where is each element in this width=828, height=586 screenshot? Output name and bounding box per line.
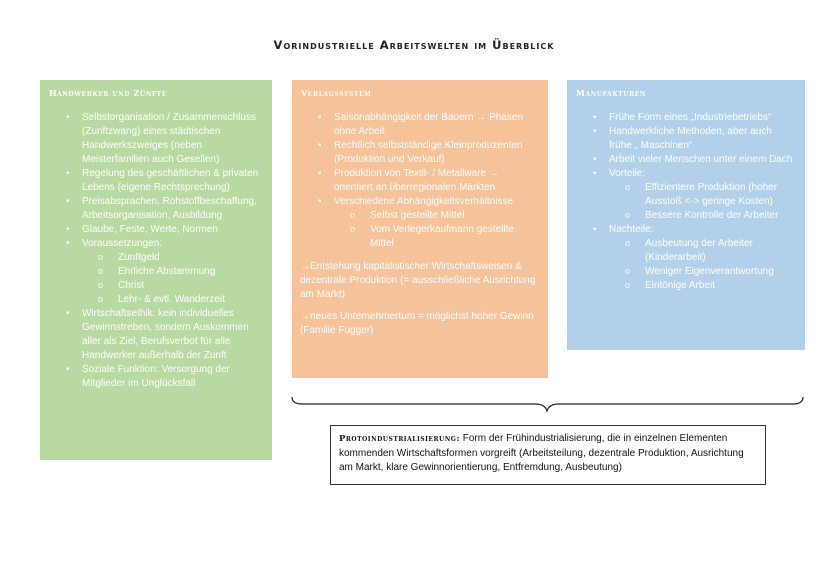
list-item: • Wirtschaftsethik: kein individuelles Gewinnstreben, sondern Auskommen aller als Ziel, Berufsverbot für alle Handwerker außerhalb der Zunft: [48, 307, 264, 363]
list-item: [575, 223, 797, 293]
list-item-label: Verschiedene Abhängigkeitsverhältnisse: [334, 196, 514, 207]
sublist-item: o Zunftgeld: [82, 251, 264, 265]
sublist-item: o Christ: [82, 279, 264, 293]
list-item: • Handwerkliche Methoden, aber auch frühe „ Maschinen“: [575, 125, 797, 153]
sublist-item: o Lehr- & evtl. Wanderzeit: [82, 293, 264, 307]
list-item: • Frühe Form eines „Industriebetriebs“: [575, 111, 797, 125]
list-item-label: Voraussetzungen:: [82, 238, 163, 249]
list-item: • Saisonabhängigkeit der Bauern → Phasen ohne Arbeit: [300, 111, 540, 139]
definition-text: Form der Frühindustrialisierung, die in einzelnen Elementen kommenden Wirtschaftsformen vorgreift (Arbeitsteilung, dezentrale Produktion, Ausrichtung am Markt, klare Gewinnorientierung, Entfremdung, Ausbeutung): [339, 433, 744, 473]
sublist-item: o Effizientere Produktion (hoher Ausstoß <-> geringe Kosten): [609, 181, 797, 209]
handwerker-list: [48, 111, 264, 391]
list-item-label: Vorteile:: [609, 168, 646, 179]
handwerker-heading: Handwerker und Zünfte: [49, 88, 167, 98]
verlag-paragraph-2: →neues Unternehmertum = möglichst hoher Gewinn (Familie Fugger): [300, 311, 534, 336]
manufaktur-list: [575, 111, 797, 293]
sublist-item: o Ausbeutung der Arbeiter (Kinderarbeit): [609, 237, 797, 265]
abhaengigkeit-sublist: [334, 209, 540, 251]
list-item: • Soziale Funktion: Versorgung der Mitglieder im Unglücksfall: [48, 363, 264, 391]
verlag-paragraph-1: →Entstehung kapitalistischer Wirtschaftsweisen & dezentrale Produktion (= ausschließliche Ausrichtung am Markt): [300, 261, 536, 300]
curly-brace: [290, 395, 805, 417]
list-item: • Regelung des geschäftlichen & privaten Lebens (eigene Rechtsprechung): [48, 167, 264, 195]
sublist-item: o Eintönige Arbeit: [609, 279, 797, 293]
sublist-item: o Vom Verlegerkaufmann gestellte Mittel: [334, 223, 540, 251]
manufaktur-box: [567, 80, 805, 350]
list-item: • Preisabsprachen, Rohstoffbeschaffung, Arbeitsorganisation, Ausbildung: [48, 195, 264, 223]
list-item: • Arbeit vieler Menschen unter einem Dach: [575, 153, 797, 167]
list-item: [575, 167, 797, 223]
sublist-item: o Weniger Eigenverantwortung: [609, 265, 797, 279]
list-item-label: Nachteile:: [609, 224, 654, 235]
verlag-heading: Verlagssystem: [301, 88, 372, 98]
sublist-item: o Ehrliche Abstammung: [82, 265, 264, 279]
sublist-item: o Selbst gestellte Mittel: [334, 209, 540, 223]
vorteile-sublist: [609, 181, 797, 223]
list-item: • Rechtlich selbstständige Kleinproduzenten (Produktion und Verkauf): [300, 139, 540, 167]
list-item: [48, 237, 264, 307]
list-item: • Glaube, Feste, Werte, Normen: [48, 223, 264, 237]
sublist-item: o Bessere Kontrolle der Arbeiter: [609, 209, 797, 223]
verlag-box: [292, 80, 548, 378]
definition-box: [330, 425, 766, 485]
list-item: [300, 195, 540, 251]
nachteile-sublist: [609, 237, 797, 293]
page-title: Vorindustrielle Arbeitswelten im Überblick: [273, 38, 555, 52]
voraussetzungen-sublist: [82, 251, 264, 307]
definition-term: Protoindustrialisierung:: [339, 434, 460, 444]
manufaktur-heading: Manufakturen: [576, 88, 646, 98]
list-item: • Selbstorganisation / Zusammenschluss (Zunftzwang) eines städtischen Handwerkszweiges (neben Meisterfamilien auch Gesellen): [48, 111, 264, 167]
verlag-list: [300, 111, 540, 251]
handwerker-box: [40, 80, 272, 460]
list-item: • Produktion von Textil- / Metallware → orientiert an überregionalen Märkten: [300, 167, 540, 195]
